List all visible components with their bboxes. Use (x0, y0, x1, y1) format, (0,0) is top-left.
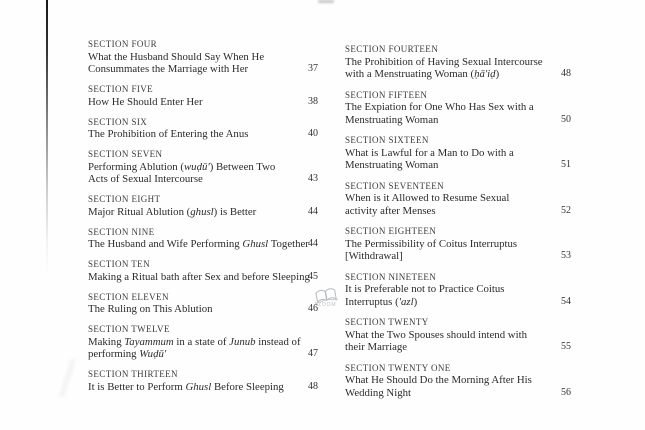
section-title-line: Performing Ablution (wuḍū') Between Two (88, 160, 276, 173)
section-heading: SECTION TEN (88, 259, 150, 269)
section-title-line: Interruptus ('azl) (345, 295, 418, 308)
section-heading: SECTION EIGHT (88, 194, 161, 204)
toc-section (88, 226, 318, 251)
section-title-line: The Ruling on This Ablution (88, 303, 213, 315)
section-heading: SECTION NINETEEN (345, 271, 437, 282)
page-number: 47 (308, 348, 318, 359)
section-title-line: Menstruating Woman (345, 159, 439, 171)
section-title-line: When is it Allowed to Resume Sexual (345, 192, 510, 204)
section-title-line: It is Preferable not to Practice Coitus (345, 283, 505, 295)
page-number: 37 (308, 63, 318, 74)
section-heading: SECTION FOUR (88, 39, 158, 49)
section-heading: SECTION SEVENTEEN (345, 180, 445, 191)
section-heading: SECTION FOURTEEN (345, 44, 439, 54)
page-number: 56 (561, 386, 571, 398)
page-number: 45 (308, 270, 318, 282)
section-title-line: Making Tayammum in a state of Junub instead of (88, 335, 301, 348)
scan-streak (60, 359, 75, 398)
section-heading: SECTION EIGHTEEN (345, 226, 437, 236)
toc-section (88, 291, 318, 316)
section-title-line: Wedding Night (345, 386, 412, 399)
section-heading: SECTION SIX (88, 116, 148, 127)
watermark-label: AZOOM (314, 302, 337, 308)
section-title-line: What the Husband Should Say When He (88, 50, 265, 63)
toc-section (345, 271, 571, 309)
toc-section (88, 116, 318, 141)
section-heading: SECTION TWENTY ONE (345, 362, 451, 373)
section-title-line: What the Two Spouses should intend with (345, 328, 527, 341)
section-title-line: The Husband and Wife Performing Ghusl Together (88, 238, 309, 250)
page-number: 50 (561, 113, 571, 125)
page-number: 48 (308, 380, 318, 392)
section-title-line: activity after Menses (345, 204, 436, 217)
section-title-line: performing Wuḍū' (88, 348, 167, 360)
section-title-line: their Marriage (345, 341, 408, 353)
section-heading: SECTION TWELVE (88, 324, 170, 334)
toc-section (88, 258, 318, 283)
spine-shadow (46, 0, 48, 275)
toc-section (88, 38, 318, 76)
section-title-line: Consummates the Marriage with Her (88, 63, 249, 75)
section-heading: SECTION FIFTEEN (345, 89, 428, 100)
page-number: 48 (561, 68, 571, 79)
toc-section (345, 89, 571, 127)
section-title-line: The Prohibition of Having Sexual Intercourse (345, 55, 543, 68)
section-title-line: How He Should Enter Her (88, 95, 203, 108)
section-title-line: The Prohibition of Entering the Anus (88, 128, 249, 140)
toc-right-column (345, 43, 571, 407)
section-heading: SECTION FIVE (88, 84, 154, 94)
toc-section (88, 83, 318, 108)
section-heading: SECTION TWENTY (345, 317, 429, 327)
toc-left-column (88, 38, 318, 401)
page-number: 43 (308, 173, 318, 184)
toc-section (88, 368, 318, 393)
page-number: 51 (561, 159, 571, 170)
toc-section (345, 180, 571, 218)
section-heading: SECTION SIXTEEN (345, 135, 429, 145)
page-number: 52 (561, 204, 571, 216)
toc-section (345, 316, 571, 354)
section-heading: SECTION ELEVEN (88, 291, 169, 302)
toc-section (88, 193, 318, 218)
section-title-line: What He Should Do the Morning After His (345, 374, 532, 386)
section-title-line: It is Better to Perform Ghusl Before Sleeping (88, 380, 284, 393)
section-title-line: Making a Ritual bath after Sex and before Sleeping (88, 270, 310, 283)
toc-section (345, 134, 571, 172)
page-number: 55 (561, 341, 571, 352)
page-number: 53 (561, 250, 571, 261)
toc-section (88, 148, 318, 186)
section-title-line: Acts of Sexual Intercourse (88, 173, 203, 185)
section-heading: SECTION THIRTEEN (88, 369, 178, 379)
page-number: 40 (308, 128, 318, 139)
toc-section (88, 323, 318, 361)
toc-section (345, 225, 571, 263)
page-number: 46 (308, 303, 318, 314)
section-title-line: with a Menstruating Woman (ḥā'iḍ) (345, 68, 500, 80)
section-title-line: What is Lawful for a Man to Do with a (345, 146, 514, 159)
section-heading: SECTION NINE (88, 226, 155, 237)
page-number: 54 (561, 295, 571, 307)
page-number: 44 (308, 238, 318, 249)
section-title-line: The Expiation for One Who Has Sex with a (345, 101, 534, 113)
toc-section (345, 43, 571, 81)
top-edge-smudge (318, 0, 334, 3)
section-title-line: [Withdrawal] (345, 250, 403, 262)
page-number: 38 (308, 95, 318, 107)
page-number: 44 (308, 205, 318, 217)
section-title-line: Menstruating Woman (345, 113, 439, 126)
section-title-line: The Permissibility of Coitus Interruptus (345, 237, 518, 250)
section-heading: SECTION SEVEN (88, 149, 163, 159)
section-title-line: Major Ritual Ablution (ghusl) is Better (88, 205, 257, 218)
toc-section (345, 362, 571, 400)
